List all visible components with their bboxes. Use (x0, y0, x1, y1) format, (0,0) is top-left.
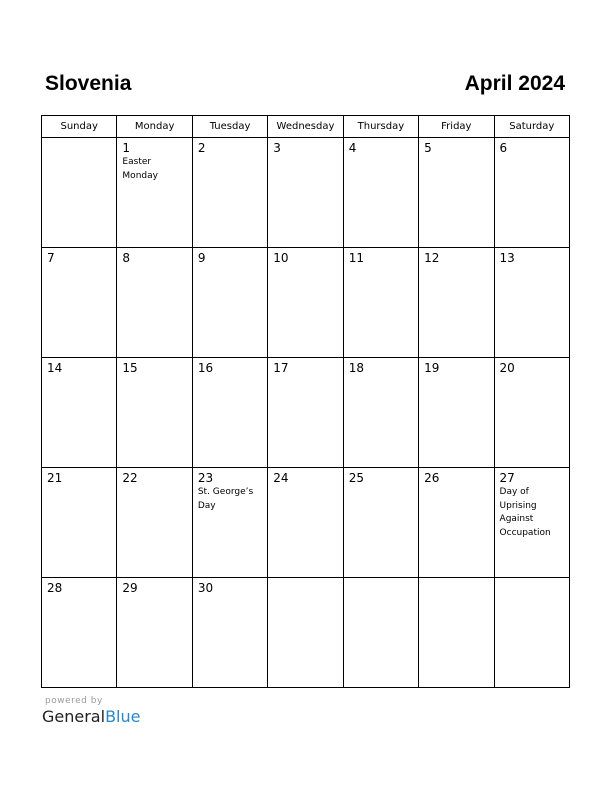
day-number: 11 (348, 251, 364, 265)
day-number: 25 (348, 471, 364, 485)
brand-blue-text: Blue (105, 707, 141, 726)
day-cell (117, 248, 192, 358)
brand-general-text: General (42, 707, 106, 726)
day-cell (268, 468, 343, 578)
day-cell (117, 358, 192, 468)
holiday-label: Day of Uprising Against Occupation (499, 487, 551, 538)
day-number: 19 (424, 361, 440, 375)
weekday-header-row (42, 116, 570, 138)
day-cell (343, 578, 418, 688)
day-cell (419, 358, 494, 468)
day-number: 21 (47, 471, 63, 485)
day-number: 3 (273, 141, 281, 155)
day-cell (494, 138, 569, 248)
day-cell (192, 138, 267, 248)
day-number: 10 (273, 251, 289, 265)
week-row-3 (42, 358, 570, 468)
day-number: 22 (122, 471, 138, 485)
day-cell (268, 358, 343, 468)
day-number: 7 (47, 251, 55, 265)
footer-branding (42, 696, 140, 726)
day-number: 13 (499, 251, 515, 265)
holiday-label: St. George’s Day (197, 487, 254, 511)
day-number: 29 (122, 581, 138, 595)
weekday-thursday: Thursday (343, 116, 418, 138)
day-cell (117, 578, 192, 688)
day-number: 8 (122, 251, 131, 265)
day-cell (192, 358, 267, 468)
day-number: 16 (197, 361, 214, 375)
day-number: 15 (122, 361, 138, 375)
month-year-title: April 2024 (464, 72, 565, 95)
day-number: 6 (499, 141, 508, 155)
day-number: 26 (424, 471, 440, 485)
day-number: 9 (197, 251, 206, 265)
country-title: Slovenia (45, 72, 132, 95)
weekday-tuesday: Tuesday (192, 116, 267, 138)
day-cell (117, 138, 192, 248)
weekday-wednesday: Wednesday (268, 116, 343, 138)
weekday-saturday: Saturday (494, 116, 569, 138)
week-row-5 (42, 578, 570, 688)
day-cell (192, 468, 267, 578)
day-cell (419, 578, 494, 688)
generalblue-logo (42, 707, 140, 726)
day-number: 2 (197, 141, 206, 155)
day-cell (42, 248, 117, 358)
day-number: 30 (197, 581, 214, 595)
day-cell (494, 358, 569, 468)
day-number: 4 (348, 141, 357, 155)
holiday-label: Easter Monday (122, 157, 158, 181)
day-number: 1 (122, 141, 131, 155)
day-cell (42, 468, 117, 578)
day-cell (268, 138, 343, 248)
day-cell (192, 248, 267, 358)
day-cell (42, 578, 117, 688)
day-number: 5 (424, 141, 432, 155)
day-cell (192, 578, 267, 688)
week-row-1 (42, 138, 570, 248)
day-cell (494, 578, 569, 688)
calendar-grid (41, 115, 570, 688)
day-number: 18 (348, 361, 364, 375)
day-cell (419, 468, 494, 578)
day-number: 12 (424, 251, 440, 265)
day-cell (343, 358, 418, 468)
day-cell (343, 138, 418, 248)
week-row-4 (42, 468, 570, 578)
day-cell (419, 138, 494, 248)
day-number: 27 (499, 471, 515, 485)
weekday-friday: Friday (419, 116, 494, 138)
week-row-2 (42, 248, 570, 358)
day-number: 14 (47, 361, 63, 375)
day-cell (268, 248, 343, 358)
day-cell (42, 138, 117, 248)
weekday-monday: Monday (117, 116, 192, 138)
day-cell (117, 468, 192, 578)
day-number: 24 (273, 471, 289, 485)
weekday-sunday: Sunday (42, 116, 117, 138)
day-cell (42, 358, 117, 468)
day-number: 23 (197, 471, 214, 485)
day-number: 28 (47, 581, 63, 595)
powered-by-text: powered by (45, 696, 103, 706)
day-cell (494, 468, 569, 578)
day-cell (343, 468, 418, 578)
day-cell (343, 248, 418, 358)
day-cell (419, 248, 494, 358)
day-cell (494, 248, 569, 358)
day-number: 17 (273, 361, 289, 375)
day-number: 20 (499, 361, 515, 375)
day-cell (268, 578, 343, 688)
